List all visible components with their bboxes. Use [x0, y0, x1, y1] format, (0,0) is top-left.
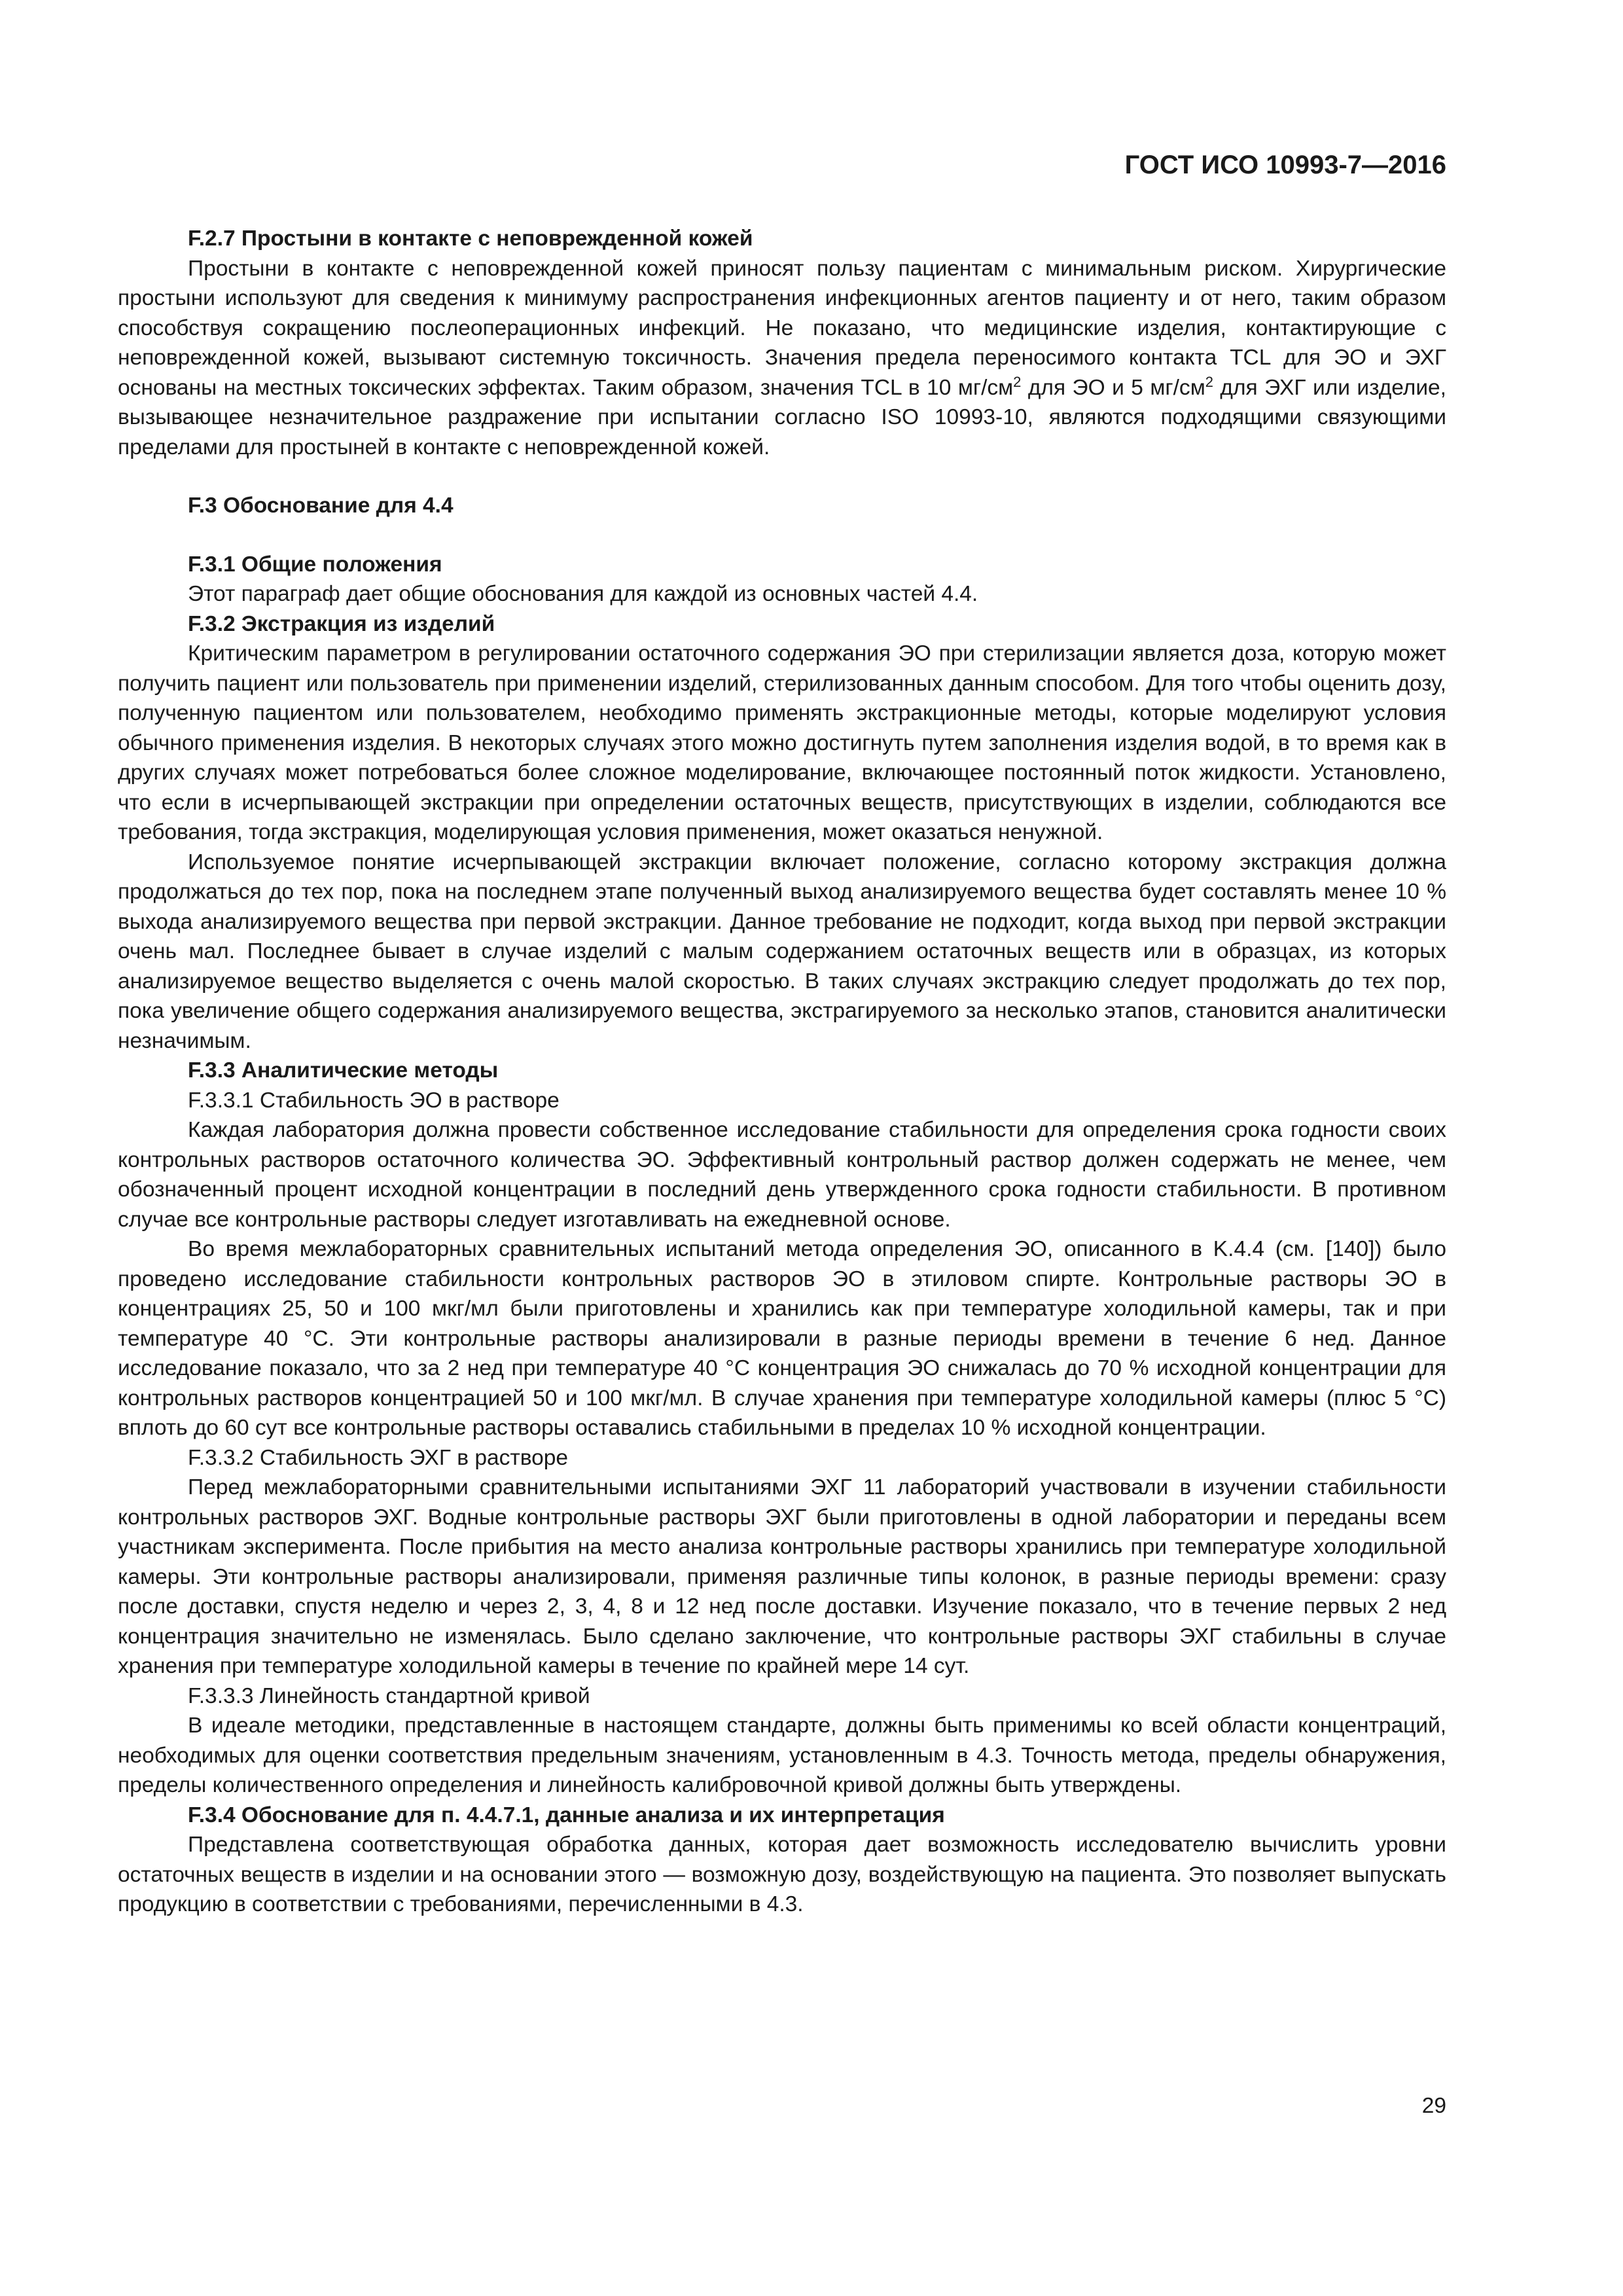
- section-f31-paragraph: Этот параграф дает общие обоснования для каждой из основных частей 4.4.: [188, 582, 978, 606]
- section-f32-paragraph-2: Используемое понятие исчерпывающей экстракции включает положение, согласно которому экстракция должна продолжаться до тех пор, пока на последнем этапе полученный выход анализируемого вещества будет составлять менее 10 % выхода анализируемого вещества при первой экстракции. Данное требование не подходит, когда выход при первой экстракции очень мал. Последнее бывает в случае изделий с малым содержанием остаточных веществ или в образцах, из которых анализируемое вещество выделяется с очень малой скоростью. В таких случаях экстракцию следует продолжать до тех пор, пока увеличение общего содержания анализируемого вещества, экстрагируемого за несколько этапов, становится аналитически незначимым.: [118, 850, 1446, 1053]
- superscript: 2: [1205, 373, 1213, 390]
- section-f331-paragraph-2: Во время межлабораторных сравнительных испытаний метода определения ЭО, описанного в K.4.4 (см. [140]) было проведено исследование стабильности контрольных растворов ЭО в этиловом спирте. Контрольные растворы ЭО в концентрациях 25, 50 и 100 мкг/мл были приготовлены и хранились как при температуре холодильной камеры, так и при температуре 40 °С. Эти контрольные растворы анализировали в разные периоды времени в течение 6 нед. Данное исследование показало, что за 2 нед при температуре 40 °С концентрация ЭО снижалась до 70 % исходной концентрации для контрольных растворов концентрацией 50 и 100 мкг/мл. В случае хранения при температуре холодильной камеры (плюс 5 °С) вплоть до 60 сут все контрольные растворы оставались стабильными в пределах 10 % исходной концентрации.: [118, 1237, 1446, 1440]
- section-f27-text-b: для ЭО и 5 мг/см: [1021, 375, 1205, 400]
- document-id: ГОСТ ИСО 10993-7—2016: [1124, 151, 1446, 179]
- page-number: 29: [1421, 2094, 1446, 2118]
- section-f332-title: F.3.3.2 Стабильность ЭХГ в растворе: [188, 1445, 569, 1470]
- document-body: [118, 224, 1446, 1920]
- section-f27-title: F.2.7 Простыни в контакте с неповрежденной кожей: [188, 226, 753, 251]
- section-f32-title: F.3.2 Экстракция из изделий: [188, 611, 495, 636]
- document-header: [118, 147, 1446, 183]
- superscript: 2: [1013, 373, 1022, 390]
- section-f27-text-c: для ЭХГ или изделие, вызывающее незначительное раздражение при испытании согласно ISO 10993-10, являются подходящими связующими пределами для простыней в контакте с неповрежденной кожей.: [118, 375, 1446, 459]
- section-f27-text-a: Простыни в контакте с неповрежденной кожей приносят пользу пациентам с минимальным риском. Хирургические простыни используют для сведения к минимуму распространения инфекционных агентов пациенту и от него, таким образом способствуя сокращению послеоперационных инфекций. Не показано, что медицинские изделия, контактирующие с неповрежденной кожей, вызывают системную токсичность. Значения предела переносимого контакта TCL для ЭО и ЭХГ основаны на местных токсических эффектах. Таким образом, значения TCL в 10 мг/см: [118, 256, 1446, 400]
- section-f3-title: F.3 Обоснование для 4.4: [188, 493, 454, 518]
- section-f331-title: F.3.3.1 Стабильность ЭО в растворе: [188, 1088, 560, 1113]
- section-f332-paragraph: Перед межлабораторными сравнительными испытаниями ЭХГ 11 лабораторий участвовали в изучении стабильности контрольных растворов ЭХГ. Водные контрольные растворы ЭХГ были приготовлены в одной лаборатории и переданы всем участникам эксперимента. После прибытия на место анализа контрольные растворы хранились при температуре холодильной камеры. Эти контрольные растворы анализировали, применяя различные типы колонок, в разные периоды времени: сразу после доставки, спустя неделю и через 2, 3, 4, 8 и 12 нед после доставки. Изучение показало, что в течение первых 2 нед концентрация значительно не изменялась. Было сделано заключение, что контрольные растворы ЭХГ стабильны в случае хранения при температуре холодильной камеры в течение по крайней мере 14 сут.: [118, 1475, 1446, 1678]
- section-f31-title: F.3.1 Общие положения: [188, 552, 442, 577]
- section-f32-paragraph-1: Критическим параметром в регулировании остаточного содержания ЭО при стерилизации является доза, которую может получить пациент или пользователь при применении изделий, стерилизованных данным способом. Для того чтобы оценить дозу, полученную пациентом или пользователем, необходимо применять экстракционные методы, которые моделируют условия обычного применения изделия. В некоторых случаях этого можно достигнуть путем заполнения изделия водой, в то время как в других случаях может потребоваться более сложное моделирование, включающее постоянный поток жидкости. Установлено, что если в исчерпывающей экстракции при определении остаточных веществ, присутствующих в изделии, соблюдаются все требования, тогда экстракция, моделирующая условия применения, может оказаться ненужной.: [118, 641, 1446, 844]
- section-f331-paragraph-1: Каждая лаборатория должна провести собственное исследование стабильности для определения срока годности своих контрольных растворов остаточного количества ЭО. Эффективный контрольный раствор должен содержать не менее, чем обозначенный процент исходной концентрации в последний день утвержденного срока годности стабильности. В противном случае все контрольные растворы следует изготавливать на ежедневной основе.: [118, 1118, 1446, 1232]
- section-f34-paragraph: Представлена соответствующая обработка данных, которая дает возможность исследователю вычислить уровни остаточных веществ в изделии и на основании этого — возможную дозу, воздействующую на пациента. Это позволяет выпускать продукцию в соответствии с требованиями, перечисленными в 4.3.: [118, 1833, 1446, 1916]
- section-f333-title: F.3.3.3 Линейность стандартной кривой: [188, 1683, 590, 1708]
- section-f27-paragraph: [118, 254, 1446, 463]
- section-f333-paragraph: В идеале методики, представленные в настоящем стандарте, должны быть применимы ко всей области концентраций, необходимых для оценки соответствия предельным значениям, установленным в 4.3. Точность метода, пределы обнаружения, пределы количественного определения и линейность калибровочной кривой должны быть утверждены.: [118, 1713, 1446, 1797]
- section-f33-title: F.3.3 Аналитические методы: [188, 1058, 499, 1083]
- section-f34-title: F.3.4 Обоснование для п. 4.4.7.1, данные анализа и их интерпретация: [188, 1803, 945, 1827]
